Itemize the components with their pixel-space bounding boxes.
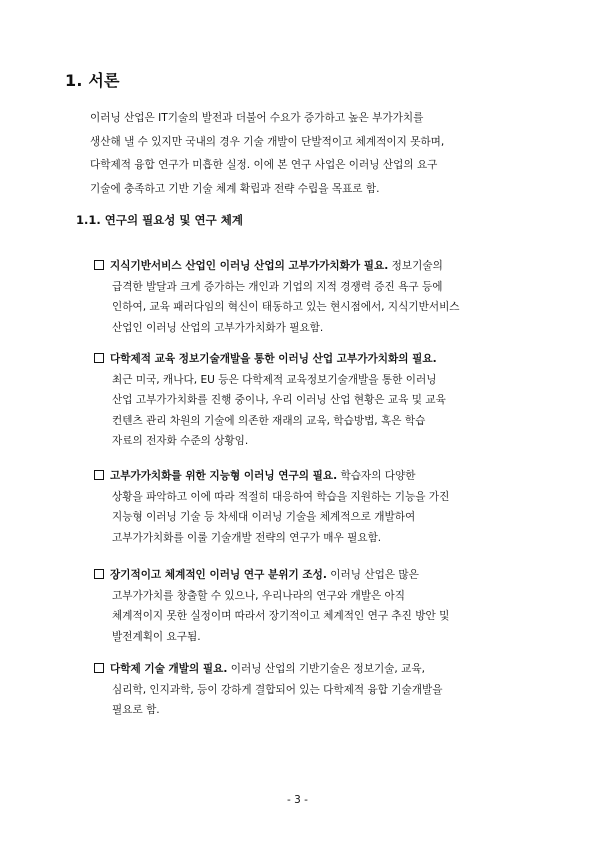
item-line: 고부가가치를 창출할 수 있으나, 우리나라의 연구와 개발은 아직 bbox=[112, 589, 406, 602]
item-body bbox=[94, 586, 544, 648]
item-title: 고부가가치화를 위한 지능형 이러닝 연구의 필요. bbox=[110, 470, 338, 482]
page-number: - 3 - bbox=[287, 794, 308, 806]
checkbox-square-icon bbox=[94, 569, 104, 579]
item-first-line-text: 학습자의 다양한 bbox=[337, 470, 416, 482]
item-line: 지능형 이러닝 기술 등 차세대 이러닝 기술을 체계적으로 개발하여 bbox=[112, 511, 416, 523]
item-title: 지식기반서비스 산업인 이러닝 산업의 고부가가치화가 필요. bbox=[110, 260, 389, 272]
bullet-item bbox=[94, 256, 544, 338]
item-first-line-text: 이러닝 산업은 많은 bbox=[326, 569, 419, 581]
item-line: 최근 미국, 캐나다, EU 등은 다학제적 교육정보기술개발을 통한 이러닝 bbox=[112, 373, 437, 386]
item-line: 심리학, 인지과학, 등이 강하게 결합되어 있는 다학제적 융합 기술개발을 bbox=[112, 683, 443, 696]
intro-line: 생산해 낼 수 있지만 국내의 경우 기술 개발이 단발적이고 체계적이지 못하며, bbox=[90, 135, 445, 148]
item-line: 고부가가치화를 이룰 기술개발 전략의 연구가 매우 필요함. bbox=[112, 531, 382, 544]
item-body bbox=[94, 487, 544, 549]
item-line: 필요로 함. bbox=[112, 704, 160, 716]
item-line: 산업인 이러닝 산업의 고부가가치화가 필요함. bbox=[112, 321, 324, 334]
intro-line: 기술에 충족하고 기반 기술 체계 확립과 전략 수립을 목표로 함. bbox=[90, 182, 380, 195]
intro-line: 이러닝 산업은 IT기술의 발전과 더불어 수요가 증가하고 높은 부가가치를 bbox=[90, 112, 424, 124]
item-line: 발전계획이 요구됨. bbox=[112, 630, 201, 643]
bullet-item bbox=[94, 565, 544, 647]
item-title: 장기적이고 체계적인 이러닝 연구 분위기 조성. bbox=[110, 569, 327, 581]
item-title: 다학제 기술 개발의 필요. bbox=[110, 663, 228, 675]
item-line: 인하여, 교육 패러다임의 혁신이 태동하고 있는 현시점에서, 지식기반서비스 bbox=[112, 301, 460, 313]
item-first-line-text: 정보기술의 bbox=[388, 260, 443, 272]
item-body bbox=[94, 680, 544, 721]
subsection-title: 1.1. 연구의 필요성 및 연구 체계 bbox=[76, 213, 243, 227]
intro-paragraph bbox=[90, 107, 540, 201]
bullet-item bbox=[94, 349, 544, 452]
item-line: 산업 고부가가치화를 진행 중이나, 우리 이러닝 산업 현황은 교육 및 교육 bbox=[112, 394, 446, 406]
item-first-line-text: 이러닝 산업의 기반기술은 정보기술, 교육, bbox=[227, 663, 425, 675]
item-line: 체계적이지 못한 실정이며 따라서 장기적이고 체계적인 연구 추진 방안 및 bbox=[112, 610, 450, 622]
bullet-item bbox=[94, 466, 544, 548]
checkbox-square-icon bbox=[94, 470, 104, 480]
checkbox-square-icon bbox=[94, 353, 104, 363]
item-line: 상황을 파악하고 이에 따라 적절히 대응하여 학습을 지원하는 기능을 가진 bbox=[112, 490, 450, 503]
item-line: 자료의 전자화 수준의 상황임. bbox=[112, 435, 249, 447]
item-line: 컨텐츠 관리 차원의 기술에 의존한 재래의 교육, 학습방법, 혹은 학습 bbox=[112, 414, 426, 427]
checkbox-square-icon bbox=[94, 260, 104, 270]
item-body bbox=[94, 277, 544, 339]
item-line: 급격한 발달과 크게 증가하는 개인과 기업의 지적 경쟁력 증진 욕구 등에 bbox=[112, 280, 443, 293]
bullet-item bbox=[94, 659, 544, 721]
checkbox-square-icon bbox=[94, 663, 104, 673]
intro-line: 다학제적 융합 연구가 미흡한 실정. 이에 본 연구 사업은 이러닝 산업의 요구 bbox=[90, 159, 438, 171]
section-title: 1. 서론 bbox=[65, 71, 120, 90]
item-body bbox=[94, 370, 544, 452]
item-title: 다학제적 교육 정보기술개발을 통한 이러닝 산업 고부가가치화의 필요. bbox=[110, 353, 437, 365]
